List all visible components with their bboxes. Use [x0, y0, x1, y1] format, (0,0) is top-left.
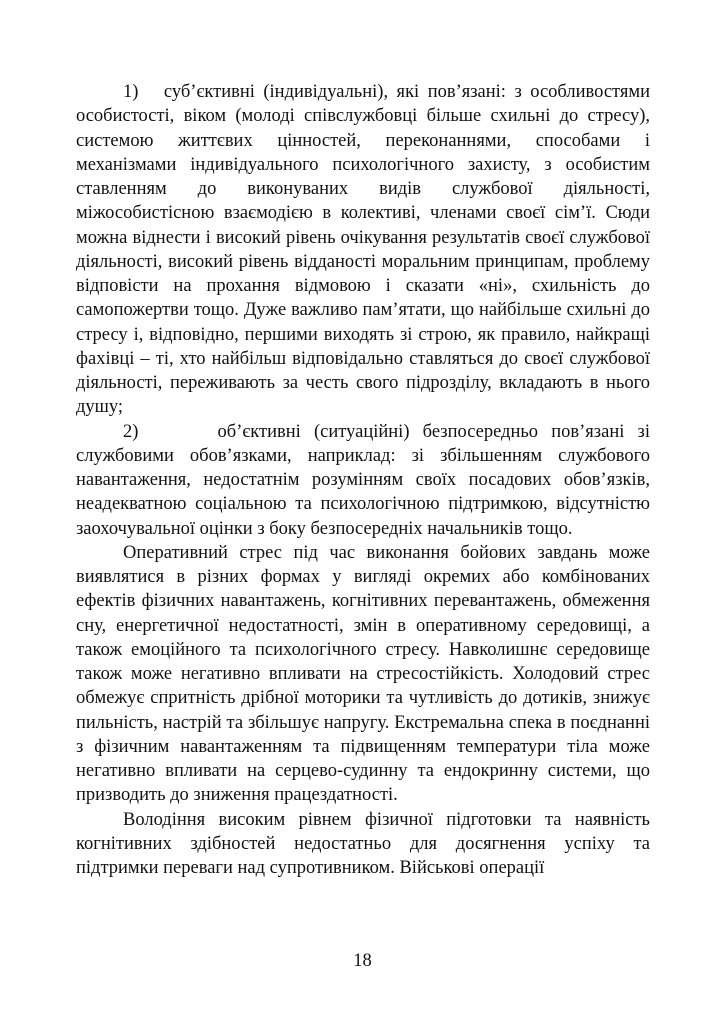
paragraph-subjective-factors: 1) суб’єктивні (індивідуальні), які пов’язані: з особливостями особистості, віком (молоді співслужбовці більше схильні до стресу), системою життєвих цінностей, переконаннями, способами і механізмами індивідуального психологічного захисту, з особистим ставленням до виконуваних видів службової діяльності, міжособистісною взаємодією в колективі, членами своєї сім’ї. Сюди можна віднести і високий рівень очікування результатів своєї службової діяльності, високий рівень відданості моральним принципам, проблему відповісти на прохання відмовою і сказати «ні», схильність до самопожертви тощо. Дуже важливо пам’ятати, що найбільше схильні до стресу і, відповідно, першими виходять зі строю, як правило, найкращі фахівці – ті, хто найбільш відповідально ставляться до своєї службової діяльності, переживають за честь свого підрозділу, вкладають в нього душу;: [76, 82, 650, 418]
body-text: [76, 80, 650, 880]
page-number: 18: [353, 951, 372, 971]
paragraph-operational-stress: Оперативний стрес під час виконання бойових завдань може виявлятися в різних формах у вигляді окремих або комбінованих ефектів фізичних навантажень, когнітивних перевантажень, обмеження сну, енергетичної недостатності, змін в оперативному середовищі, а також емоційного та психологічного стресу. Навколишнє середовище також може негативно впливати на стресостійкість. Холодовий стрес обмежує спритність дрібної моторики та чутливість до дотиків, знижує пильність, настрій та збільшує напругу. Екстремальна спека в поєднанні з фізичним навантаженням та підвищенням температури тіла може негативно впливати на серцево-судинну та ендокринну системи, що призводить до зниження працездатності.: [76, 542, 650, 806]
paragraph-objective-factors: 2) об’єктивні (ситуаційні) безпосередньо пов’язані зі службовими обов’язками, наприклад: зі збільшенням службового навантаження, недостатнім розумінням своїх посадових обов’язків, неадекватною соціальною та психологічною підтримкою, відсутністю заохочувальної оцінки з боку безпосередніх начальників тощо.: [76, 421, 650, 539]
paragraph-physical-fitness: Володіння високим рівнем фізичної підготовки та наявність когнітивних здібностей недостатньо для досягнення успіху та підтримки переваги над супротивником. Військові операції: [76, 809, 650, 878]
